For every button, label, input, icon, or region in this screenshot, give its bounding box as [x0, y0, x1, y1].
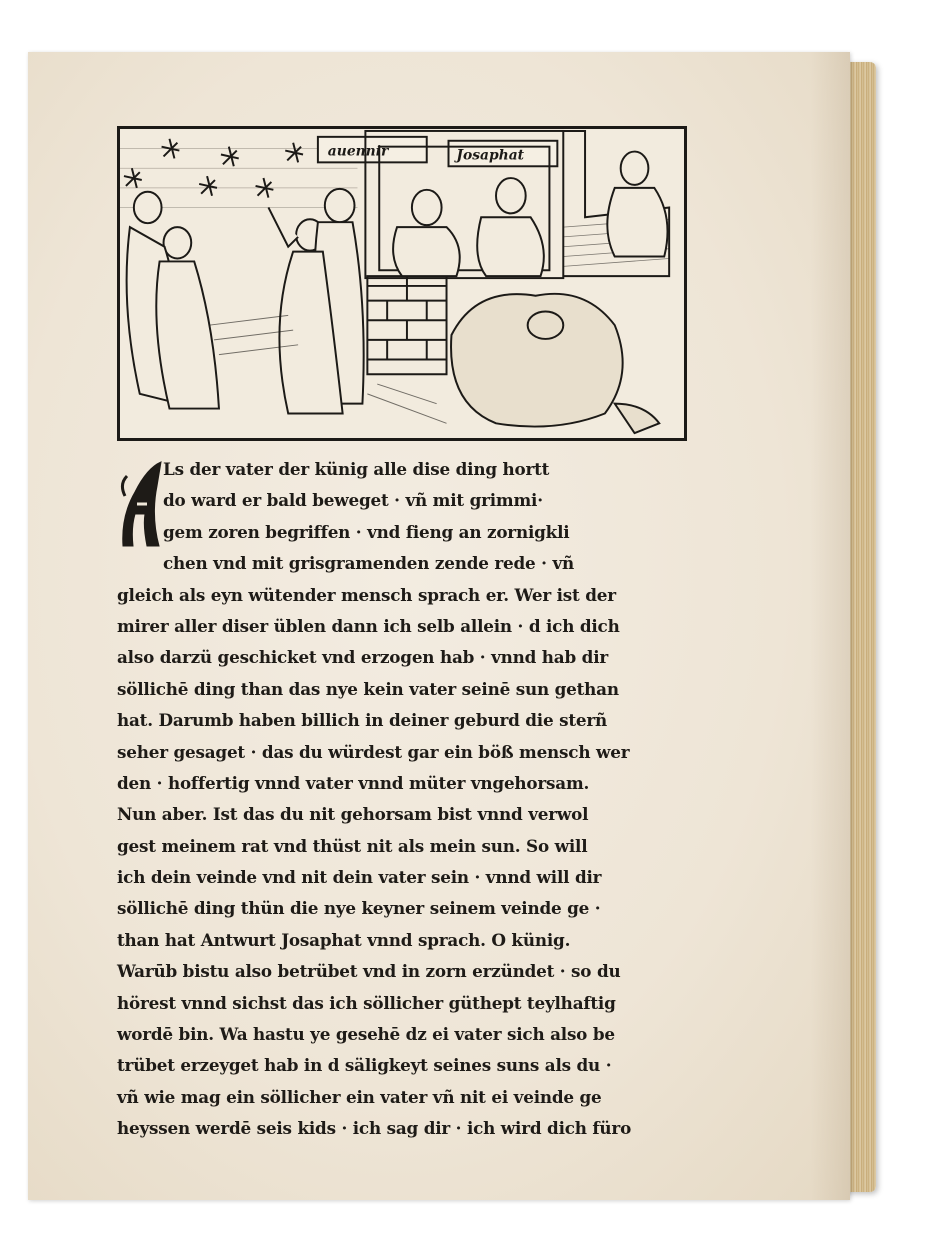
- text-line: wordē bin. Wa hastu ye gesehē dz ei vater sich also be: [117, 1024, 615, 1045]
- text-line: hat. Darumb haben billich in deiner geburd die sterñ: [117, 710, 608, 731]
- text-line: ich dein veinde vnd nit dein vater sein · vnnd will dir: [117, 867, 602, 888]
- text-line: söllichē ding thün die nye keyner seinem veinde ge ·: [117, 898, 601, 919]
- text-line: seher gesaget · das du würdest gar ein böß mensch wer: [117, 741, 630, 762]
- text-line: vñ wie mag ein söllicher ein vater vñ nit ei veinde ge: [117, 1086, 602, 1107]
- text-line: trübet erzeyget hab in d säligkeyt seines suns als du ·: [117, 1055, 612, 1076]
- text-line: mirer aller diser üblen dann ich selb allein · d ich dich: [117, 615, 620, 636]
- text-line: do ward er bald beweget · vñ mit grimmi·: [163, 490, 543, 511]
- demon-scene: [451, 294, 659, 433]
- text-line: den · hoffertig vnnd vater vnnd müter vngehorsam.: [117, 772, 590, 793]
- text-line: chen vnd mit grisgramenden zende rede · vñ: [163, 553, 574, 574]
- body-text: [117, 454, 692, 1145]
- text-line: Ls der vater der künig alle dise ding hortt: [163, 459, 550, 479]
- text-line: hörest vnnd sichst das ich söllicher güthept teylhaftig: [117, 992, 616, 1013]
- initial-letter: A: [121, 548, 122, 549]
- banner-right-label: Josaphat: [456, 147, 525, 164]
- figures-right: [393, 152, 667, 277]
- text-line: gem zoren begriffen · vnd fieng an zornigkli: [163, 521, 570, 542]
- banner-left-label: auennir: [327, 143, 389, 160]
- woodcut-illustration: [117, 126, 687, 441]
- text-line: Nun aber. Ist das du nit gehorsam bist vnnd verwol: [117, 804, 589, 825]
- text-line: Warūb bistu also betrübet vnd in zorn erzündet · so du: [117, 961, 621, 982]
- text-line: söllichē ding than das nye kein vater seinē sun gethan: [117, 678, 619, 699]
- text-line: gest meinem rat vnd thüst nit als mein sun. So will: [117, 835, 588, 856]
- woodcut-drawing: [120, 129, 684, 438]
- text-line: also darzü geschicket vnd erzogen hab · vnnd hab dir: [117, 647, 609, 668]
- text-line: heyssen werdē seis kids · ich sag dir · ich wird dich füro: [117, 1118, 632, 1139]
- figures-left: [127, 189, 364, 414]
- text-line: gleich als eyn wütender mensch sprach er. Wer ist der: [117, 584, 616, 605]
- text-line: than hat Antwurt Josaphat vnnd sprach. O künig.: [117, 929, 571, 950]
